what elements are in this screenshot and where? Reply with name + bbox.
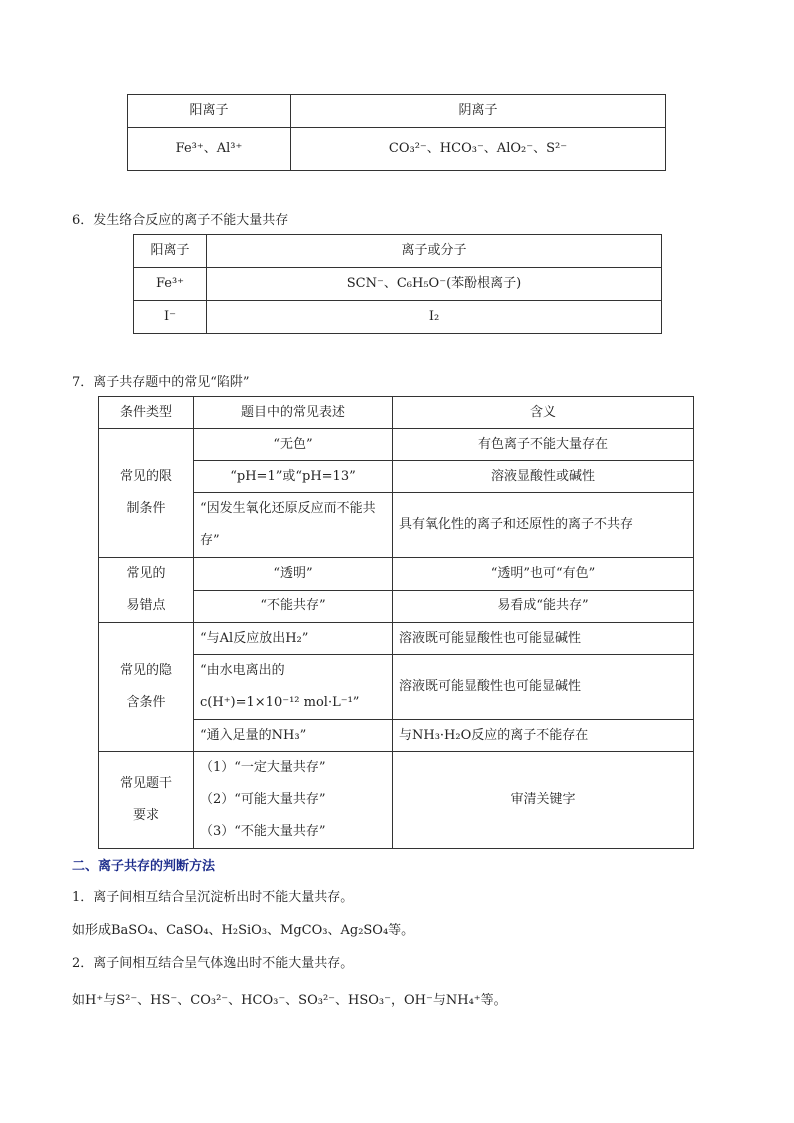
section-7-title: 7．离子共存题中的常见“陷阱” [72,375,250,390]
row-partner: SCN⁻、C₆H₅O⁻(苯酚根离子) [207,268,662,301]
header-ion-or-molecule: 离子或分子 [207,235,662,268]
header-cation: 阳离子 [134,235,207,268]
paragraph-1: 1．离子间相互结合呈沉淀析出时不能大量共存。 [72,890,354,905]
cell-anion: CO₃²⁻、HCO₃⁻、AlO₂⁻、S²⁻ [291,128,666,171]
paragraph-1-example: 如形成BaSO₄、CaSO₄、H₂SiO₃、MgCO₃、Ag₂SO₄等。 [72,923,415,938]
expression: “无色” [194,429,393,461]
expression: “因发生氧化还原反应而不能共存” [194,493,393,558]
row-cation: Fe³⁺ [134,268,207,301]
meaning: 审清关键字 [393,752,694,849]
traps-table [98,396,694,849]
header-condition-type: 条件类型 [99,397,194,429]
meaning: 溶液既可能显酸性也可能显碱性 [393,623,694,655]
expression: “与Al反应放出H₂” [194,623,393,655]
header-meaning: 含义 [393,397,694,429]
group-type: 常见的限 制条件 [99,429,194,558]
row-cation: I⁻ [134,301,207,334]
meaning: “透明”也可“有色” [393,558,694,591]
header-expression: 题目中的常见表述 [194,397,393,429]
section-6-title: 6．发生络合反应的离子不能大量共存 [72,213,289,228]
requirement-item: （2）“可能大量共存” [200,792,326,807]
group-type: 常见题干 要求 [99,752,194,849]
requirement-list [194,752,393,849]
paragraph-2-example: 如H⁺与S²⁻、HS⁻、CO₃²⁻、HCO₃⁻、SO₃²⁻、HSO₃⁻，OH⁻与NH₄⁺等。 [72,993,507,1008]
cation-anion-table [127,94,666,171]
meaning: 有色离子不能大量存在 [393,429,694,461]
meaning: 易看成“能共存” [393,590,694,623]
header-cation: 阳离子 [128,95,291,128]
group-type: 常见的隐 含条件 [99,623,194,752]
header-anion: 阴离子 [291,95,666,128]
requirement-item: （3）“不能大量共存” [200,824,326,839]
expression: “pH=1”或“pH=13” [194,461,393,493]
paragraph-2: 2．离子间相互结合呈气体逸出时不能大量共存。 [72,956,354,971]
meaning: 具有氧化性的离子和还原性的离子不共存 [393,493,694,558]
meaning: 溶液既可能显酸性也可能显碱性 [393,655,694,720]
group-type: 常见的 易错点 [99,558,194,623]
expression: “透明” [194,558,393,591]
part2-heading: 二、离子共存的判断方法 [72,859,216,874]
meaning: 溶液显酸性或碱性 [393,461,694,493]
cell-cation: Fe³⁺、Al³⁺ [128,128,291,171]
expression: “不能共存” [194,590,393,623]
expression: “由水电离出的 c(H⁺)=1×10⁻¹² mol·L⁻¹” [194,655,393,720]
expression: “通入足量的NH₃” [194,720,393,752]
meaning: 与NH₃·H₂O反应的离子不能存在 [393,720,694,752]
row-partner: I₂ [207,301,662,334]
complex-reaction-table [133,234,662,334]
requirement-item: （1）“一定大量共存” [200,760,326,775]
